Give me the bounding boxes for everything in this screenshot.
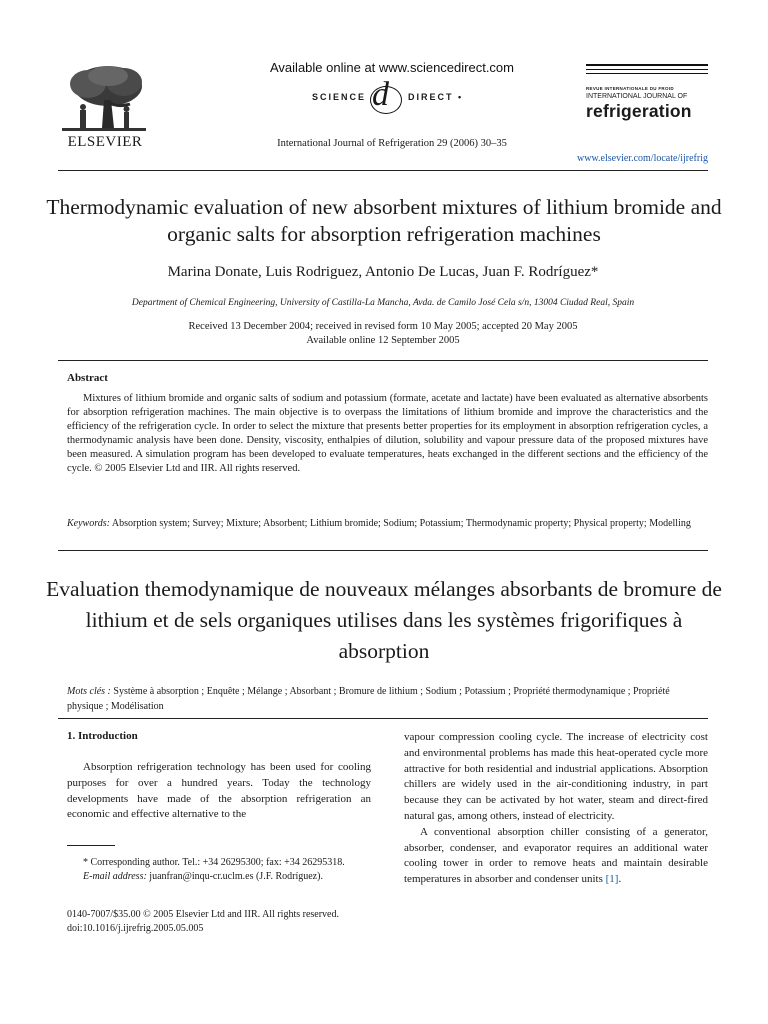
- corresponding-author-note: * Corresponding author. Tel.: +34 26295300; fax: +34 26295318.: [83, 857, 345, 868]
- journal-logo-subtitle-fr: REVUE INTERNATIONALE DU FROID: [586, 86, 674, 91]
- journal-logo-subtitle-en: INTERNATIONAL JOURNAL OF: [586, 93, 688, 100]
- body-top-divider: [58, 718, 708, 719]
- sd-logo-left: SCIENCE: [312, 92, 367, 102]
- abstract-bottom-divider: [58, 550, 708, 551]
- journal-reference: International Journal of Refrigeration 29 (2006) 30–35: [277, 138, 507, 149]
- section-heading-introduction: 1. Introduction: [67, 730, 138, 742]
- mots-cles-list: Système à absorption ; Enquête ; Mélange ; Absorbant ; Bromure de lithium ; Sodium ; Potassium ; Propriété thermodynamique ; Propriété physique ; Modélisation: [67, 686, 670, 712]
- keywords: [67, 517, 708, 531]
- front-matter: [67, 908, 387, 936]
- publisher-name: ELSEVIER: [67, 134, 143, 150]
- intro-right-paragraph-1: vapour compression cooling cycle. The increase of electricity cost and environmental problems has made this heat-operated cycle more attractive for both residential and industrial applications. Absorption chillers are widely used in the air-conditioning industry, in part because they can be activated by hot water, steam and direct-fired natural gas, among others, instead of electricity.: [404, 731, 708, 822]
- journal-logo-bar: [586, 73, 708, 74]
- intro-right-paragraph-2: [404, 825, 708, 888]
- mots-cles: [67, 684, 708, 714]
- article-dates: [58, 320, 708, 348]
- journal-logo-bar: [586, 69, 708, 70]
- email-label: E-mail address:: [83, 871, 147, 882]
- citation-link[interactable]: [1]: [605, 873, 619, 886]
- paragraph-2-text: A conventional absorption chiller consisting of a generator, absorber, condenser, and evaporator requires an additional water cooling tower in order to remove heats and maintain desirable temperatures in absorber and condenser units: [404, 825, 708, 886]
- intro-right-column: [404, 730, 708, 888]
- article-title: Thermodynamic evaluation of new absorbent mixtures of lithium bromide and organic salts for absorption refrigeration machines: [46, 195, 722, 246]
- abstract-heading: Abstract: [67, 372, 108, 384]
- journal-url-link[interactable]: www.elsevier.com/locate/ijrefrig: [577, 153, 708, 164]
- mots-cles-label: Mots clés :: [67, 686, 111, 697]
- doi[interactable]: doi:10.1016/j.ijrefrig.2005.05.005: [67, 923, 204, 934]
- received-dates: Received 13 December 2004; received in revised form 10 May 2005; accepted 20 May 2005: [188, 321, 578, 332]
- journal-logo-name: refrigeration: [586, 101, 692, 121]
- journal-logo-bar: [586, 64, 708, 66]
- footnote: [67, 856, 371, 884]
- email-address[interactable]: juanfran@inqu-cr.uclm.es (J.F. Rodríguez).: [146, 871, 323, 882]
- available-online-text: Available online at www.sciencedirect.com: [270, 60, 514, 75]
- sciencedirect-logo: [290, 76, 496, 116]
- issn-copyright: 0140-7007/$35.00 © 2005 Elsevier Ltd and IIR. All rights reserved.: [67, 909, 339, 920]
- paragraph-2-end: .: [618, 873, 622, 886]
- article-authors: Marina Donate, Luis Rodriguez, Antonio De Lucas, Juan F. Rodríguez*: [167, 264, 599, 280]
- keywords-label: Keywords:: [67, 518, 110, 529]
- journal-logo: [586, 64, 708, 121]
- keywords-list: Absorption system; Survey; Mixture; Absorbent; Lithium bromide; Sodium; Potassium; Thermodynamic property; Physical property; Modelling: [109, 518, 691, 529]
- intro-left-paragraph: Absorption refrigeration technology has been used for cooling purposes for over a hundred years. Today the technology developments have made of the absorption refrigeration an economic and effective alternative to the: [67, 761, 371, 821]
- sd-logo-right: DIRECT: [408, 92, 454, 102]
- author-affiliation: Department of Chemical Engineering, University of Castilla-La Mancha, Avda. de Camilo José Cela s/n, 13004 Ciudad Real, Spain: [131, 298, 635, 308]
- abstract-top-divider: [58, 360, 708, 361]
- sd-logo-dot-icon: •: [458, 92, 464, 102]
- sd-logo-mid: d: [372, 76, 389, 113]
- french-title: Evaluation themodynamique de nouveaux mélanges absorbants de bromure de lithium et de sels organiques utilises dans les systèmes frigorifiques à absorption: [46, 577, 722, 663]
- available-date: Available online 12 September 2005: [306, 335, 460, 346]
- abstract-text: Mixtures of lithium bromide and organic salts of sodium and potassium (formate, acetate and lactate) have been evaluated as alternative absorbents for absorption refrigeration machines. The main objective is to overpass the limitations of lithium bromide and improve the characteristics and the efficiency of the refrigeration cycle. In order to select the mixture that presents better properties for its employment in absorption refrigeration cycles, a thermodynamic analysis have been done. Density, viscosity, enthalpies of dilution, solubility and vapour pressure data of the proposed mixtures have been measured. A simulation program has been developed to evaluate temperatures, heats exchanged in the different sections and the efficiency of the cycle. © 2005 Elsevier Ltd and IIR. All rights reserved.: [67, 393, 708, 474]
- footnote-divider: [67, 845, 115, 846]
- header-divider: [58, 170, 708, 171]
- email-line: [67, 870, 371, 884]
